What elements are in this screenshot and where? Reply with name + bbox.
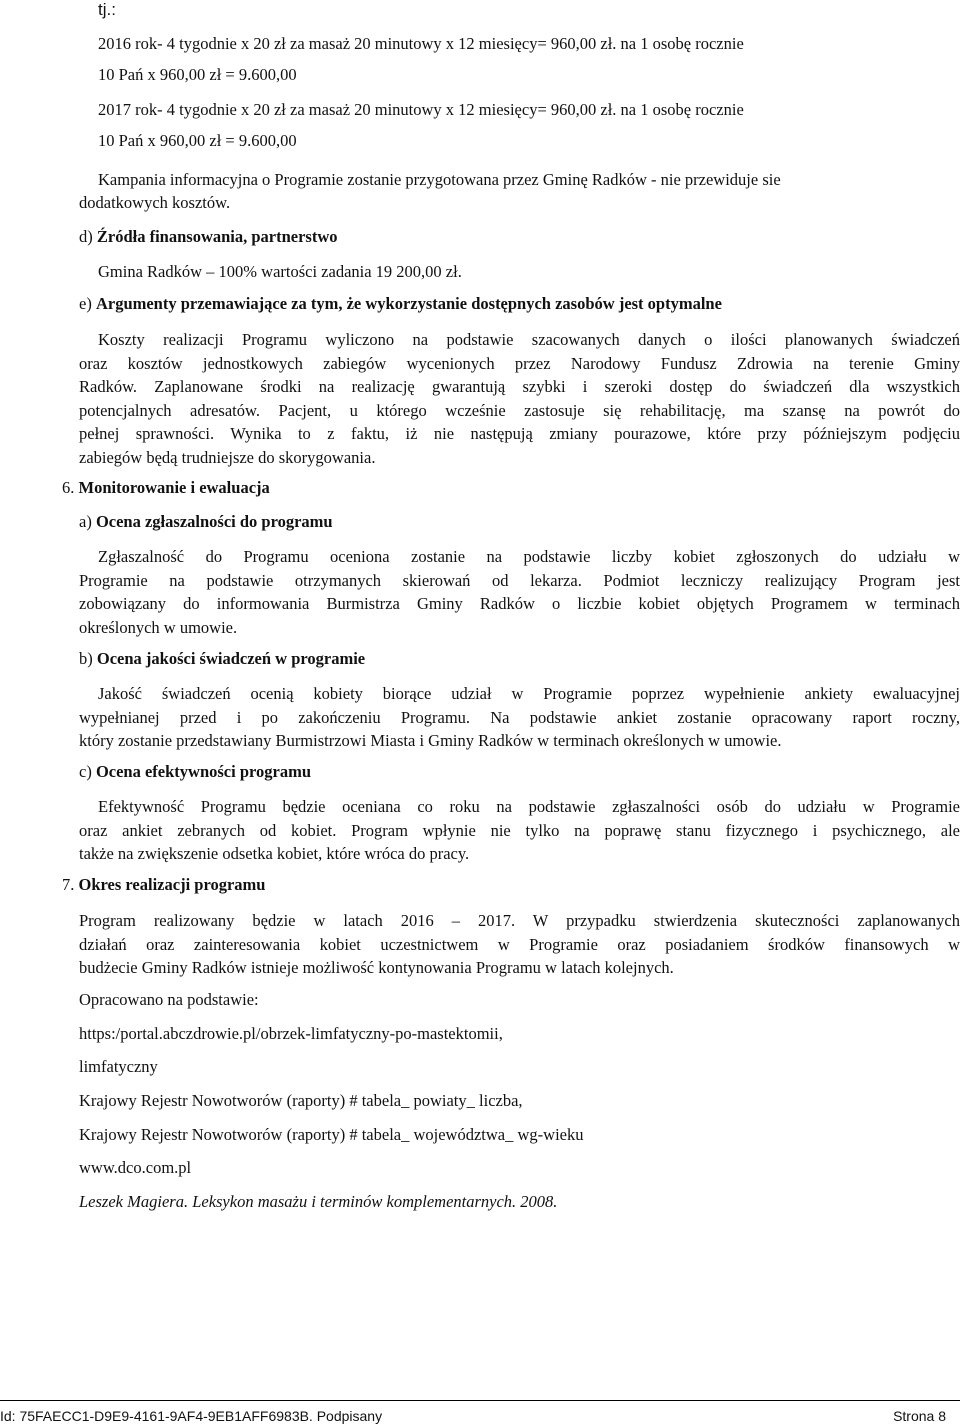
section-c-heading (79, 762, 311, 782)
section-e-prefix: e) (79, 294, 96, 313)
section-b-title: Ocena jakości świadczeń w programie (96, 649, 366, 668)
section-6-heading (62, 478, 270, 498)
paragraph-line: Radków. Zaplanowane środki na realizację gwarantują szybki i szeroki dostęp do świadczeń dla wszystkich (79, 377, 960, 396)
source-item: https:/portal.abczdrowie.pl/obrzek-limfatyczny-po-mastektomii, (79, 1024, 503, 1043)
paragraph-line: działań oraz zainteresowania kobiet uczestnictwem w Programie oraz posiadaniem środków finansowych w (79, 934, 960, 954)
section-6-title: Monitorowanie i ewaluacja (78, 478, 270, 497)
cost-2016-line: 2016 rok- 4 tygodnie x 20 zł za masaż 20 minutowy x 12 miesięcy= 960,00 zł. na 1 osobę rocznie (98, 34, 744, 53)
cost-2017-line: 2017 rok- 4 tygodnie x 20 zł za masaż 20 minutowy x 12 miesięcy= 960,00 zł. na 1 osobę rocznie (98, 100, 744, 119)
source-item: Krajowy Rejestr Nowotworów (raporty) # tabela_ województwa_ wg-wieku (79, 1125, 584, 1144)
source-item-book: Leszek Magiera. Leksykon masażu i terminów komplementarnych. 2008. (79, 1192, 558, 1211)
paragraph-line: Koszty realizacji Programu wyliczono na podstawie szacowanych danych o ilości planowanych świadczeń (98, 330, 960, 349)
section-d-prefix: d) (79, 227, 97, 246)
kampania-line-1: Kampania informacyjna o Programie zostanie przygotowana przez Gminę Radków - nie przewiduje sie (98, 170, 781, 189)
paragraph-line: wypełnianej przed i po zakończeniu Programu. Na podstawie ankiet zostanie opracowany raport roczny, (79, 707, 960, 727)
section-e-title: Argumenty przemawiające za tym, że wykorzystanie dostępnych zasobów jest optymalne (95, 294, 722, 313)
section-a-paragraph (79, 545, 960, 639)
section-b-heading (79, 649, 365, 669)
paragraph-line: zabiegów będą trudniejsze do skorygowania. (79, 447, 376, 467)
tj-label: tj.: (98, 0, 116, 19)
section-a-title: Ocena zgłaszalności do programu (95, 512, 333, 531)
cost-2017-total: 10 Pań x 960,00 zł = 9.600,00 (98, 131, 297, 150)
section-7-title: Okres realizacji programu (78, 875, 266, 894)
paragraph-line: potencjalnych adresatów. Pacjent, u którego wcześnie zastosuje się rehabilitację, ma szansę na powrót do (79, 400, 960, 420)
source-item: limfatyczny (79, 1057, 158, 1076)
section-e-paragraph (79, 328, 960, 469)
paragraph-line: określonych w umowie. (79, 617, 238, 637)
cost-2016-total: 10 Pań x 960,00 zł = 9.600,00 (98, 65, 297, 84)
section-d-text: Gmina Radków – 100% wartości zadania 19 200,00 zł. (98, 262, 462, 281)
footer-page-number: Strona 8 (893, 1408, 946, 1424)
section-7-number: 7. (62, 875, 79, 894)
section-6-number: 6. (62, 478, 79, 497)
paragraph-line: oraz ankiet zebranych od kobiet. Program wpłynie nie tylko na poprawę stanu fizycznego i psychicznego, ale (79, 820, 960, 840)
section-c-prefix: c) (79, 762, 96, 781)
paragraph-line: pełnej sprawności. Wynika to z faktu, iż nie następują zmiany pourazowe, które przy późniejszym podjęciu (79, 424, 960, 443)
section-b-prefix: b) (79, 649, 97, 668)
section-e-heading (79, 294, 722, 314)
sources-title: Opracowano na podstawie: (79, 990, 259, 1009)
section-a-prefix: a) (79, 512, 96, 531)
paragraph-line: Efektywność Programu będzie oceniana co roku na podstawie zgłaszalności osób do udziału w Programie (98, 797, 960, 816)
section-c-paragraph (79, 795, 960, 866)
footer-divider (0, 1400, 960, 1401)
paragraph-line: który zostanie przedstawiany Burmistrzowi Miasta i Gminy Radków w terminach określonych w umowie. (79, 731, 782, 750)
paragraph-line: Zgłaszalność do Programu oceniona zostanie na podstawie liczby kobiet zgłoszonych do udziału w (98, 547, 960, 566)
section-b-paragraph (79, 682, 960, 753)
paragraph-line: Programie na podstawie otrzymanych skierowań od lekarza. Podmiot leczniczy realizujący Program jest (79, 570, 960, 590)
section-7-paragraph (79, 909, 960, 980)
section-c-title: Ocena efektywności programu (95, 762, 312, 781)
kampania-line-2: dodatkowych kosztów. (79, 193, 231, 212)
paragraph-line: budżecie Gminy Radków istnieje możliwość kontynowania Programu w latach kolejnych. (79, 958, 674, 977)
section-d-title: Źródła finansowania, partnerstwo (96, 227, 338, 246)
footer-document-id: Id: 75FAECC1-D9E9-4161-9AF4-9EB1AFF6983B. Podpisany (0, 1408, 383, 1424)
paragraph-line: oraz kosztów jednostkowych zabiegów wycenionych przez Narodowy Fundusz Zdrowia na terenie Gminy (79, 353, 960, 373)
paragraph-line: zobowiązany do informowania Burmistrza Gminy Radków o liczbie kobiet objętych Programem w terminach (79, 594, 960, 613)
section-7-heading (62, 875, 265, 895)
paragraph-line: Program realizowany będzie w latach 2016 – 2017. W przypadku stwierdzenia skuteczności zaplanowanych (79, 911, 960, 930)
paragraph-line: Jakość świadczeń ocenią kobiety biorące udział w Programie poprzez wypełnienie ankiety ewaluacyjnej (98, 684, 960, 703)
paragraph-line: także na zwiększenie odsetka kobiet, które wróca do pracy. (79, 844, 470, 863)
source-item: www.dco.com.pl (79, 1158, 192, 1177)
source-item: Krajowy Rejestr Nowotworów (raporty) # tabela_ powiaty_ liczba, (79, 1091, 523, 1110)
section-a-heading (79, 512, 333, 532)
section-d-heading (79, 227, 338, 247)
